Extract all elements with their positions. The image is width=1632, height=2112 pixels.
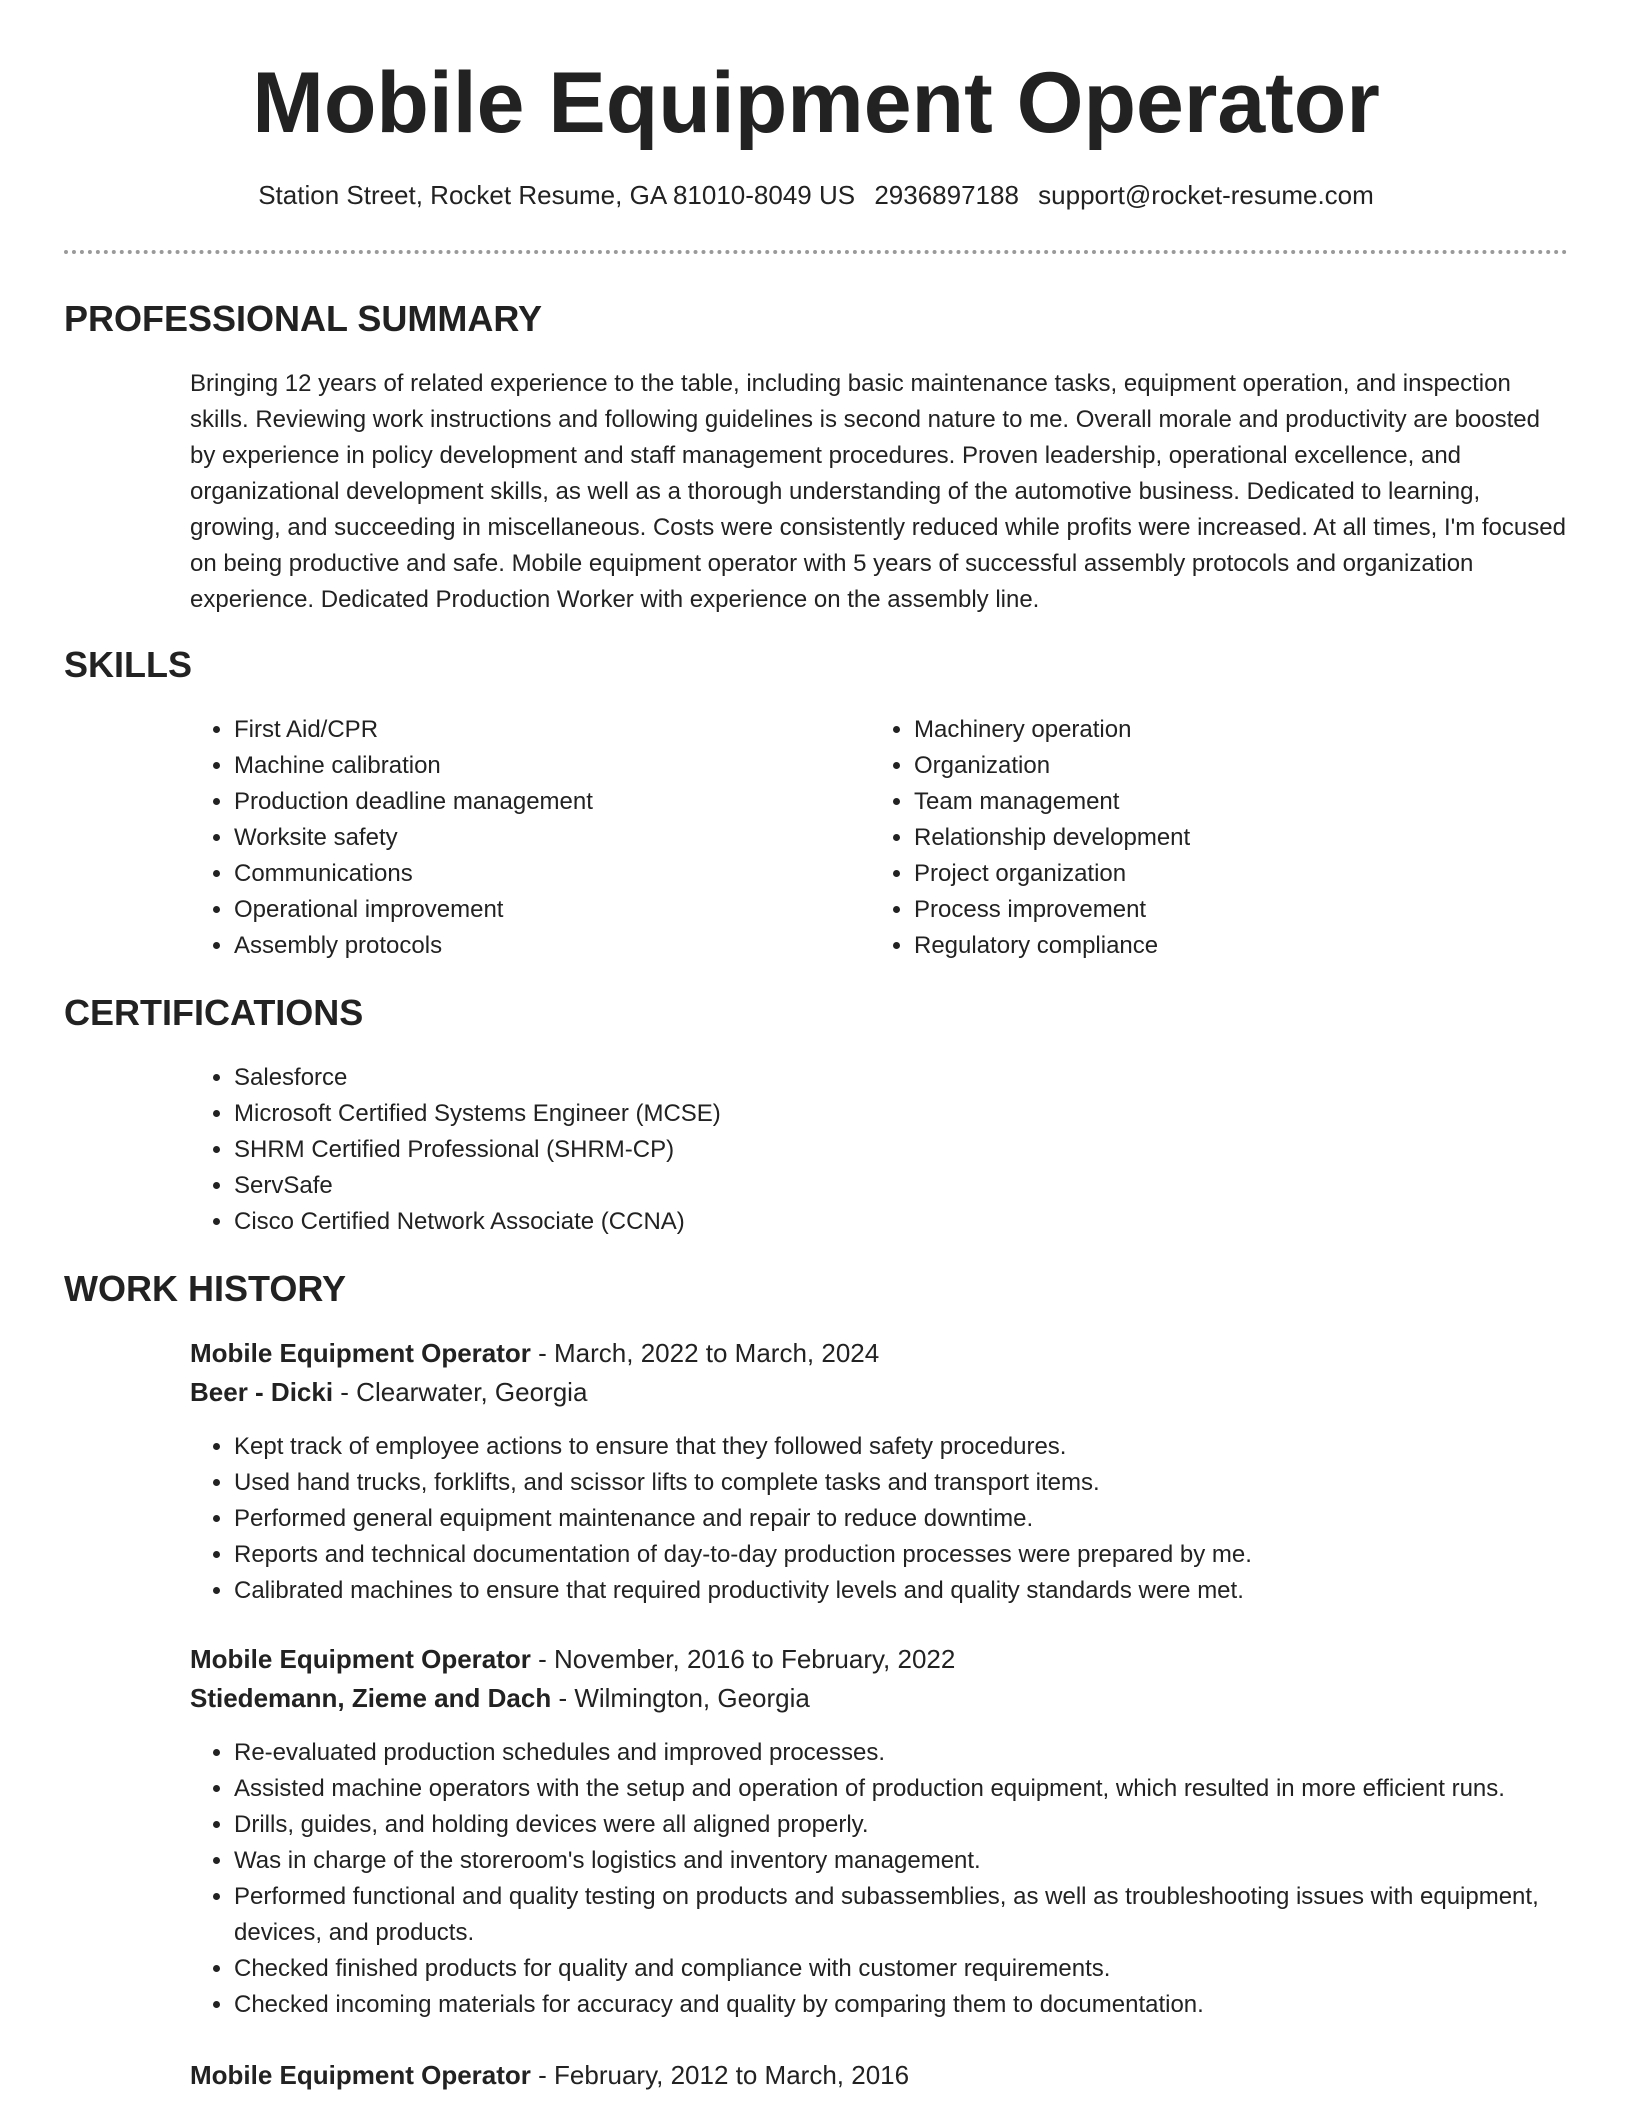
- job-bullet: • Re-evaluated production schedules and improved processes.: [234, 1735, 1614, 1771]
- job-bullet: • Checked incoming materials for accuracy and quality by comparing them to documentation.: [234, 1987, 1614, 2023]
- skill-item: • Assembly protocols: [234, 928, 854, 964]
- job-bullet: • Drills, guides, and holding devices were all aligned properly.: [234, 1807, 1614, 1843]
- skill-item: • Communications: [234, 856, 854, 892]
- job-bullets: [190, 1429, 1614, 1609]
- job-role: Mobile Equipment Operator: [190, 1644, 531, 1674]
- job-title-line: [190, 2060, 909, 2091]
- header-divider: [64, 250, 1568, 254]
- skill-item: • Process improvement: [914, 892, 1554, 928]
- summary-text: Bringing 12 years of related experience to the table, including basic maintenance tasks, equipment operation, and inspection skills. Reviewing work instructions and following guidelines is second nature to me. Overall morale and productivity are boosted by experience in policy development and staff management procedures. Proven leadership, operational excellence, and organizational development skills, as well as a thorough understanding of the automotive business. Dedicated to learning, growing, and succeeding in miscellaneous. Costs were consistently reduced while profits were increased. At all times, I'm focused on being productive and safe. Mobile equipment operator with 5 years of successful assembly protocols and organization experience. Dedicated Production Worker with experience on the assembly line.: [190, 370, 1566, 613]
- job-dates: - November, 2016 to February, 2022: [530, 1644, 956, 1674]
- certifications-heading: CERTIFICATIONS: [64, 992, 364, 1033]
- job-bullet: • Performed functional and quality testing on products and subassemblies, as well as troubleshooting issues with equipment, devices, and products.: [234, 1879, 1614, 1951]
- job-company: Beer - Dicki: [190, 1377, 334, 1407]
- job-company-line: [190, 1377, 587, 1408]
- job-title-line: [190, 1338, 879, 1369]
- job-bullets: [190, 1735, 1614, 2023]
- skill-item: • Production deadline management: [234, 784, 854, 820]
- certification-item: • Microsoft Certified Systems Engineer (MCSE): [234, 1096, 1534, 1132]
- skill-item: • Project organization: [914, 856, 1554, 892]
- job-company: Stiedemann, Zieme and Dach: [190, 1683, 552, 1713]
- job-dates: - March, 2022 to March, 2024: [530, 1338, 880, 1368]
- job-title-line: [190, 1644, 955, 1675]
- contact-address: Station Street, Rocket Resume, GA 81010-8049 US: [258, 180, 856, 210]
- job-bullet: • Was in charge of the storeroom's logistics and inventory management.: [234, 1843, 1614, 1879]
- summary-heading: PROFESSIONAL SUMMARY: [64, 298, 543, 339]
- job-location: - Clearwater, Georgia: [333, 1377, 588, 1407]
- work-history-heading: WORK HISTORY: [64, 1268, 347, 1309]
- job-bullet: • Used hand trucks, forklifts, and scissor lifts to complete tasks and transport items.: [234, 1465, 1614, 1501]
- certification-item: • Salesforce: [234, 1060, 1534, 1096]
- resume-name: Mobile Equipment Operator: [252, 55, 1380, 151]
- skill-item: • Worksite safety: [234, 820, 854, 856]
- skills-list-left: [190, 712, 854, 964]
- certifications-list: [190, 1060, 1534, 1240]
- contact-line: [0, 180, 1632, 211]
- job-bullet: • Performed general equipment maintenance and repair to reduce downtime.: [234, 1501, 1614, 1537]
- job-role: Mobile Equipment Operator: [190, 2060, 531, 2090]
- skill-item: • Regulatory compliance: [914, 928, 1554, 964]
- job-location: - Wilmington, Georgia: [551, 1683, 810, 1713]
- skills-heading: SKILLS: [64, 644, 193, 685]
- skills-list-right: [870, 712, 1554, 964]
- job-dates: - February, 2012 to March, 2016: [530, 2060, 910, 2090]
- job-bullet: • Calibrated machines to ensure that required productivity levels and quality standards were met.: [234, 1573, 1614, 1609]
- contact-email: support@rocket-resume.com: [1038, 180, 1374, 210]
- job-bullet: • Checked finished products for quality and compliance with customer requirements.: [234, 1951, 1614, 1987]
- certification-item: • Cisco Certified Network Associate (CCNA): [234, 1204, 1534, 1240]
- skill-item: • Machine calibration: [234, 748, 854, 784]
- certification-item: • ServSafe: [234, 1168, 1534, 1204]
- job-bullet: • Reports and technical documentation of day-to-day production processes were prepared by me.: [234, 1537, 1614, 1573]
- skill-item: • Organization: [914, 748, 1554, 784]
- contact-phone: 2936897188: [874, 180, 1019, 210]
- certification-item: • SHRM Certified Professional (SHRM-CP): [234, 1132, 1534, 1168]
- skill-item: • Machinery operation: [914, 712, 1554, 748]
- job-bullet: • Assisted machine operators with the setup and operation of production equipment, which resulted in more efficient runs.: [234, 1771, 1614, 1807]
- skill-item: • Operational improvement: [234, 892, 854, 928]
- job-company-line: [190, 1683, 810, 1714]
- skill-item: • First Aid/CPR: [234, 712, 854, 748]
- job-role: Mobile Equipment Operator: [190, 1338, 531, 1368]
- skill-item: • Team management: [914, 784, 1554, 820]
- job-bullet: • Kept track of employee actions to ensure that they followed safety procedures.: [234, 1429, 1614, 1465]
- skill-item: • Relationship development: [914, 820, 1554, 856]
